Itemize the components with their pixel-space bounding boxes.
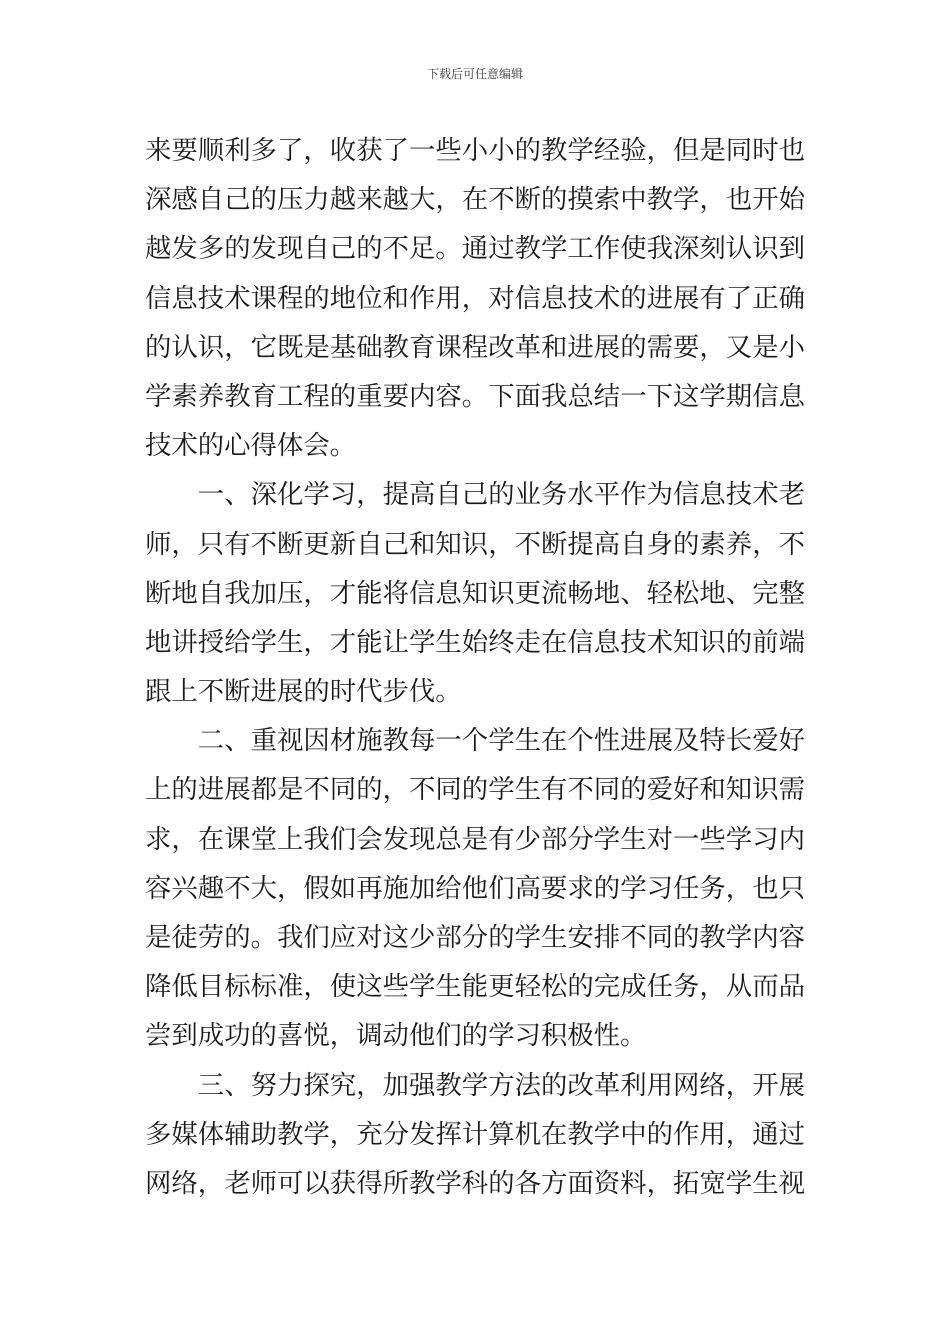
text-line: 三、努力探究，加强教学方法的改革利用网络，开展 <box>197 1069 805 1101</box>
text-line: 是徒劳的。我们应对这少部分的学生安排不同的教学内容 <box>145 922 805 953</box>
text-line: 师，只有不断更新自己和知识，不断提高自身的素养，不 <box>145 528 805 560</box>
paragraph-1 <box>145 126 805 470</box>
text-line: 的认识，它既是基础教育课程改革和进展的需要，又是小 <box>145 331 805 363</box>
text-line: 技术的心得体会。 <box>145 430 357 462</box>
text-line: 一、深化学习，提高自己的业务水平作为信息技术老 <box>197 479 805 511</box>
text-line: 来要顺利多了，收获了一些小小的教学经验，但是同时也 <box>145 135 805 166</box>
text-line: 地讲授给学生，才能让学生始终走在信息技术知识的前端 <box>145 626 805 658</box>
text-line: 求，在课堂上我们会发现总是有少部分学生对一些学习内 <box>145 823 805 855</box>
text-line: 尝到成功的喜悦，调动他们的学习积极性。 <box>145 1020 647 1052</box>
paragraph-3 <box>145 716 805 1060</box>
text-line: 二、重视因材施教每一个学生在个性进展及特长爱好 <box>197 725 805 757</box>
text-line: 容兴趣不大，假如再施加给他们高要求的学习任务，也只 <box>145 872 805 904</box>
text-line: 降低目标标准，使这些学生能更轻松的完成任务，从而品 <box>145 971 805 1003</box>
text-line: 断地自我加压，才能将信息知识更流畅地、轻松地、完整 <box>145 577 805 609</box>
text-line: 上的进展都是不同的，不同的学生有不同的爱好和知识需 <box>145 774 805 806</box>
text-line: 网络，老师可以获得所教学科的各方面资料，拓宽学生视 <box>145 1167 805 1199</box>
text-line: 信息技术课程的地位和作用，对信息技术的进展有了正确 <box>145 282 805 314</box>
page-header: 下载后可任意编辑 <box>426 67 523 81</box>
text-line: 学素养教育工程的重要内容。下面我总结一下这学期信息 <box>145 380 805 412</box>
text-line: 深感自己的压力越来越大，在不断的摸索中教学，也开始 <box>145 184 805 216</box>
paragraph-2 <box>145 470 805 716</box>
paragraph-4 <box>145 1061 805 1209</box>
text-line: 越发多的发现自己的不足。通过教学工作使我深刻认识到 <box>145 233 805 265</box>
text-line: 跟上不断进展的时代步伐。 <box>145 676 462 708</box>
text-line: 多媒体辅助教学，充分发挥计算机在教学中的作用，通过 <box>145 1118 805 1150</box>
document-body <box>145 126 805 1208</box>
